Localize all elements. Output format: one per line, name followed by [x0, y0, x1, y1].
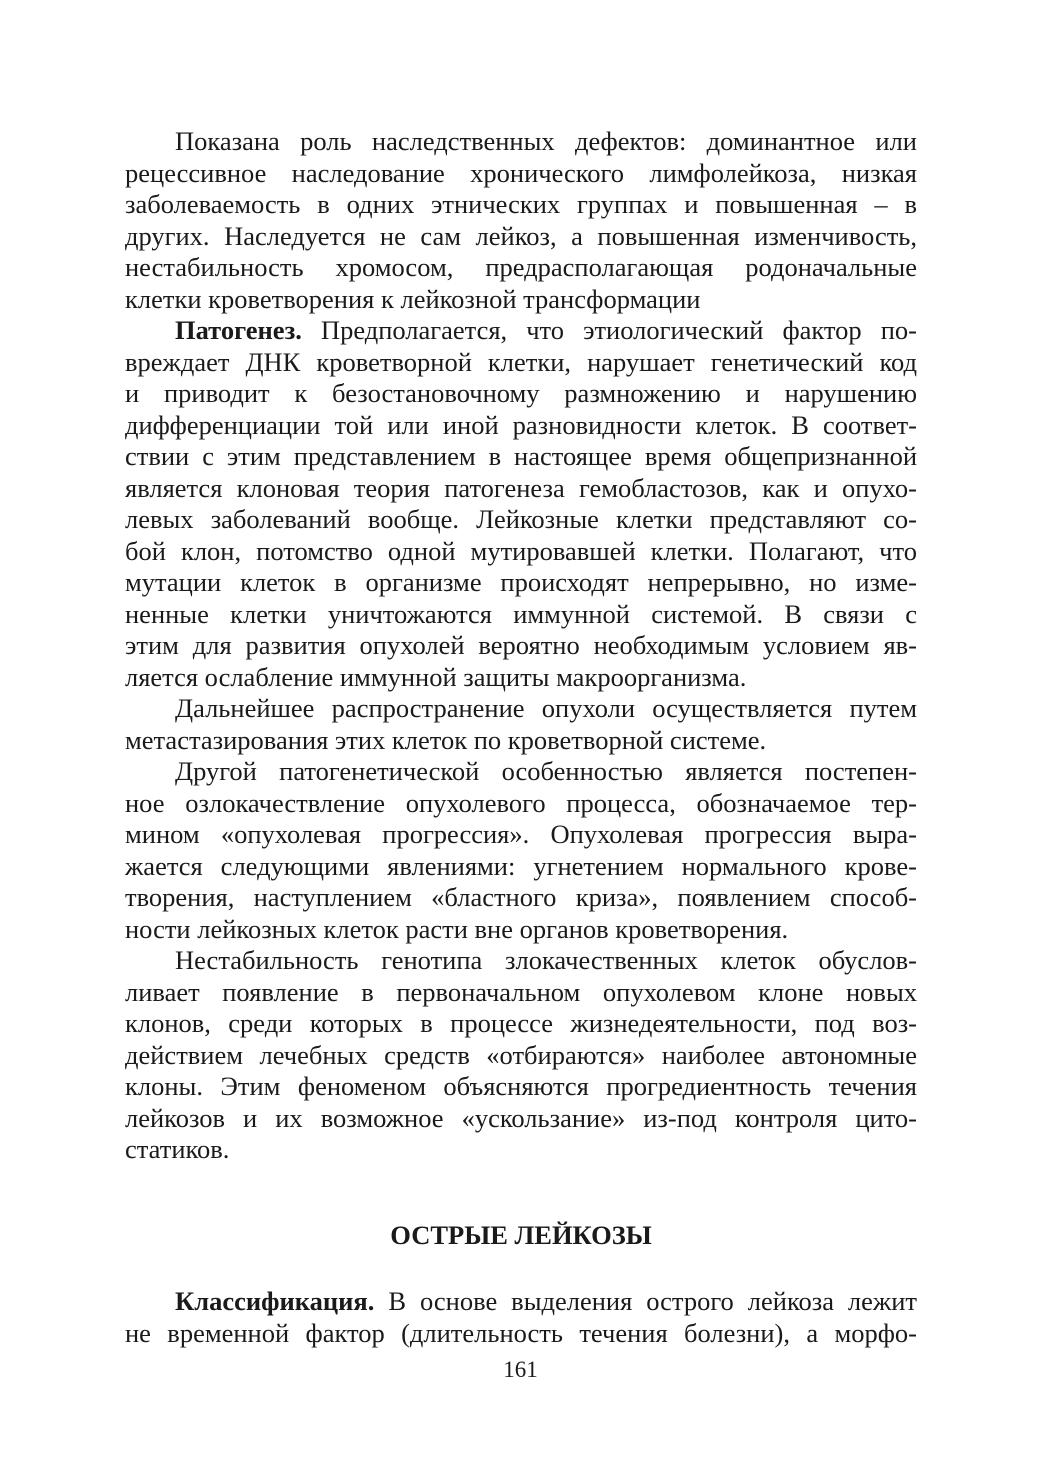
text-line: левых заболеваний вообще. Лейкозные клетки представляют со-: [125, 504, 917, 534]
page-body: [125, 126, 917, 1166]
text-line: клетки кроветворения к лейкозной трансформации: [125, 283, 701, 314]
text-line: этим для развития опухолей вероятно необходимым условием яв-: [125, 630, 917, 660]
text-line: метастазирования этих клеток по кроветворной системе.: [125, 724, 767, 755]
text-line: других. Наследуется не сам лейкоз, а повышенная изменчивость,: [125, 220, 917, 251]
paragraph-heredity: [125, 126, 917, 315]
text-line: мутации клеток в организме происходят непрерывно, но изме-: [125, 567, 917, 597]
text-line: клоны. Этим феноменом объясняются прогредиентность течения: [125, 1071, 917, 1101]
text-line: нестабильность хромосом, предрасполагающая родоначальные: [125, 252, 917, 282]
text-fragment: В основе выделения острого лейкоза лежит: [374, 1286, 917, 1316]
text-line: дифференциации той или иной разновидности клеток. В соответ-: [125, 409, 917, 440]
text-line: клонов, среди которых в процессе жизнедеятельности, под воз-: [125, 1008, 917, 1038]
text-line: ности лейкозных клеток расти вне органов кроветворения.: [125, 913, 789, 944]
paragraph-pathogenesis: [125, 315, 917, 693]
text-line: статиков.: [125, 1134, 230, 1164]
paragraph-metastasis: [125, 693, 917, 756]
text-line: Нестабильность генотипа злокачественных клеток обуслов-: [175, 945, 917, 975]
text-line: Дальнейшее распространение опухоли осуществляется путем: [175, 693, 917, 723]
text-line: ненные клетки уничтожаются иммунной системой. В связи с: [125, 598, 917, 629]
paragraph-progression: [125, 756, 917, 945]
text-line: заболеваемость в одних этнических группах и повышенная – в: [125, 189, 917, 219]
page-number: 161: [503, 1357, 538, 1382]
text-line: ляется ослабление иммунной защиты макроорганизма.: [125, 661, 747, 692]
text-line: Показана роль наследственных дефектов: доминантное или: [175, 126, 917, 156]
pathogenesis-term: Патогенез.: [175, 315, 302, 345]
text-line: ствии с этим представлением в настоящее время общепризнанной: [125, 441, 917, 471]
text-line: не временной фактор (длительность течения болезни), а морфо-: [125, 1317, 917, 1348]
paragraph-instability: [125, 945, 917, 1166]
section-heading: ОСТРЫЕ ЛЕЙКОЗЫ: [390, 1220, 652, 1250]
text-line: является клоновая теория патогенеза гемобластозов, как и опухо-: [125, 472, 917, 503]
text-line: [125, 315, 917, 347]
text-line: творения, наступлением «бластного криза», появлением способ-: [125, 882, 917, 912]
text-line: [125, 1286, 917, 1318]
paragraph-classification: [125, 1286, 917, 1349]
text-line: Другой патогенетической особенностью является постепен-: [175, 756, 917, 786]
text-line: лейкозов и их возможное «ускользание» из-под контроля цито-: [125, 1102, 917, 1133]
classification-term: Классификация.: [175, 1286, 375, 1316]
text-line: ное озлокачествление опухолевого процесса, обозначаемое тер-: [125, 787, 917, 818]
text-line: жается следующими явлениями: угнетением нормального крове-: [125, 850, 917, 881]
text-line: ливает появление в первоначальном опухолевом клоне новых: [125, 976, 917, 1007]
text-fragment: Предполагается, что этиологический фактор по-: [301, 315, 917, 345]
text-line: вреждает ДНК кроветворной клетки, нарушает генетический код: [125, 346, 917, 377]
text-line: бой клон, потомство одной мутировавшей клетки. Полагают, что: [125, 535, 917, 566]
text-line: мином «опухолевая прогрессия». Опухолевая прогрессия выра-: [125, 819, 917, 849]
text-line: рецессивное наследование хронического лимфолейкоза, низкая: [125, 157, 917, 188]
text-line: и приводит к безостановочному размножению и нарушению: [125, 378, 917, 408]
text-line: действием лечебных средств «отбираются» наиболее автономные: [125, 1039, 917, 1070]
